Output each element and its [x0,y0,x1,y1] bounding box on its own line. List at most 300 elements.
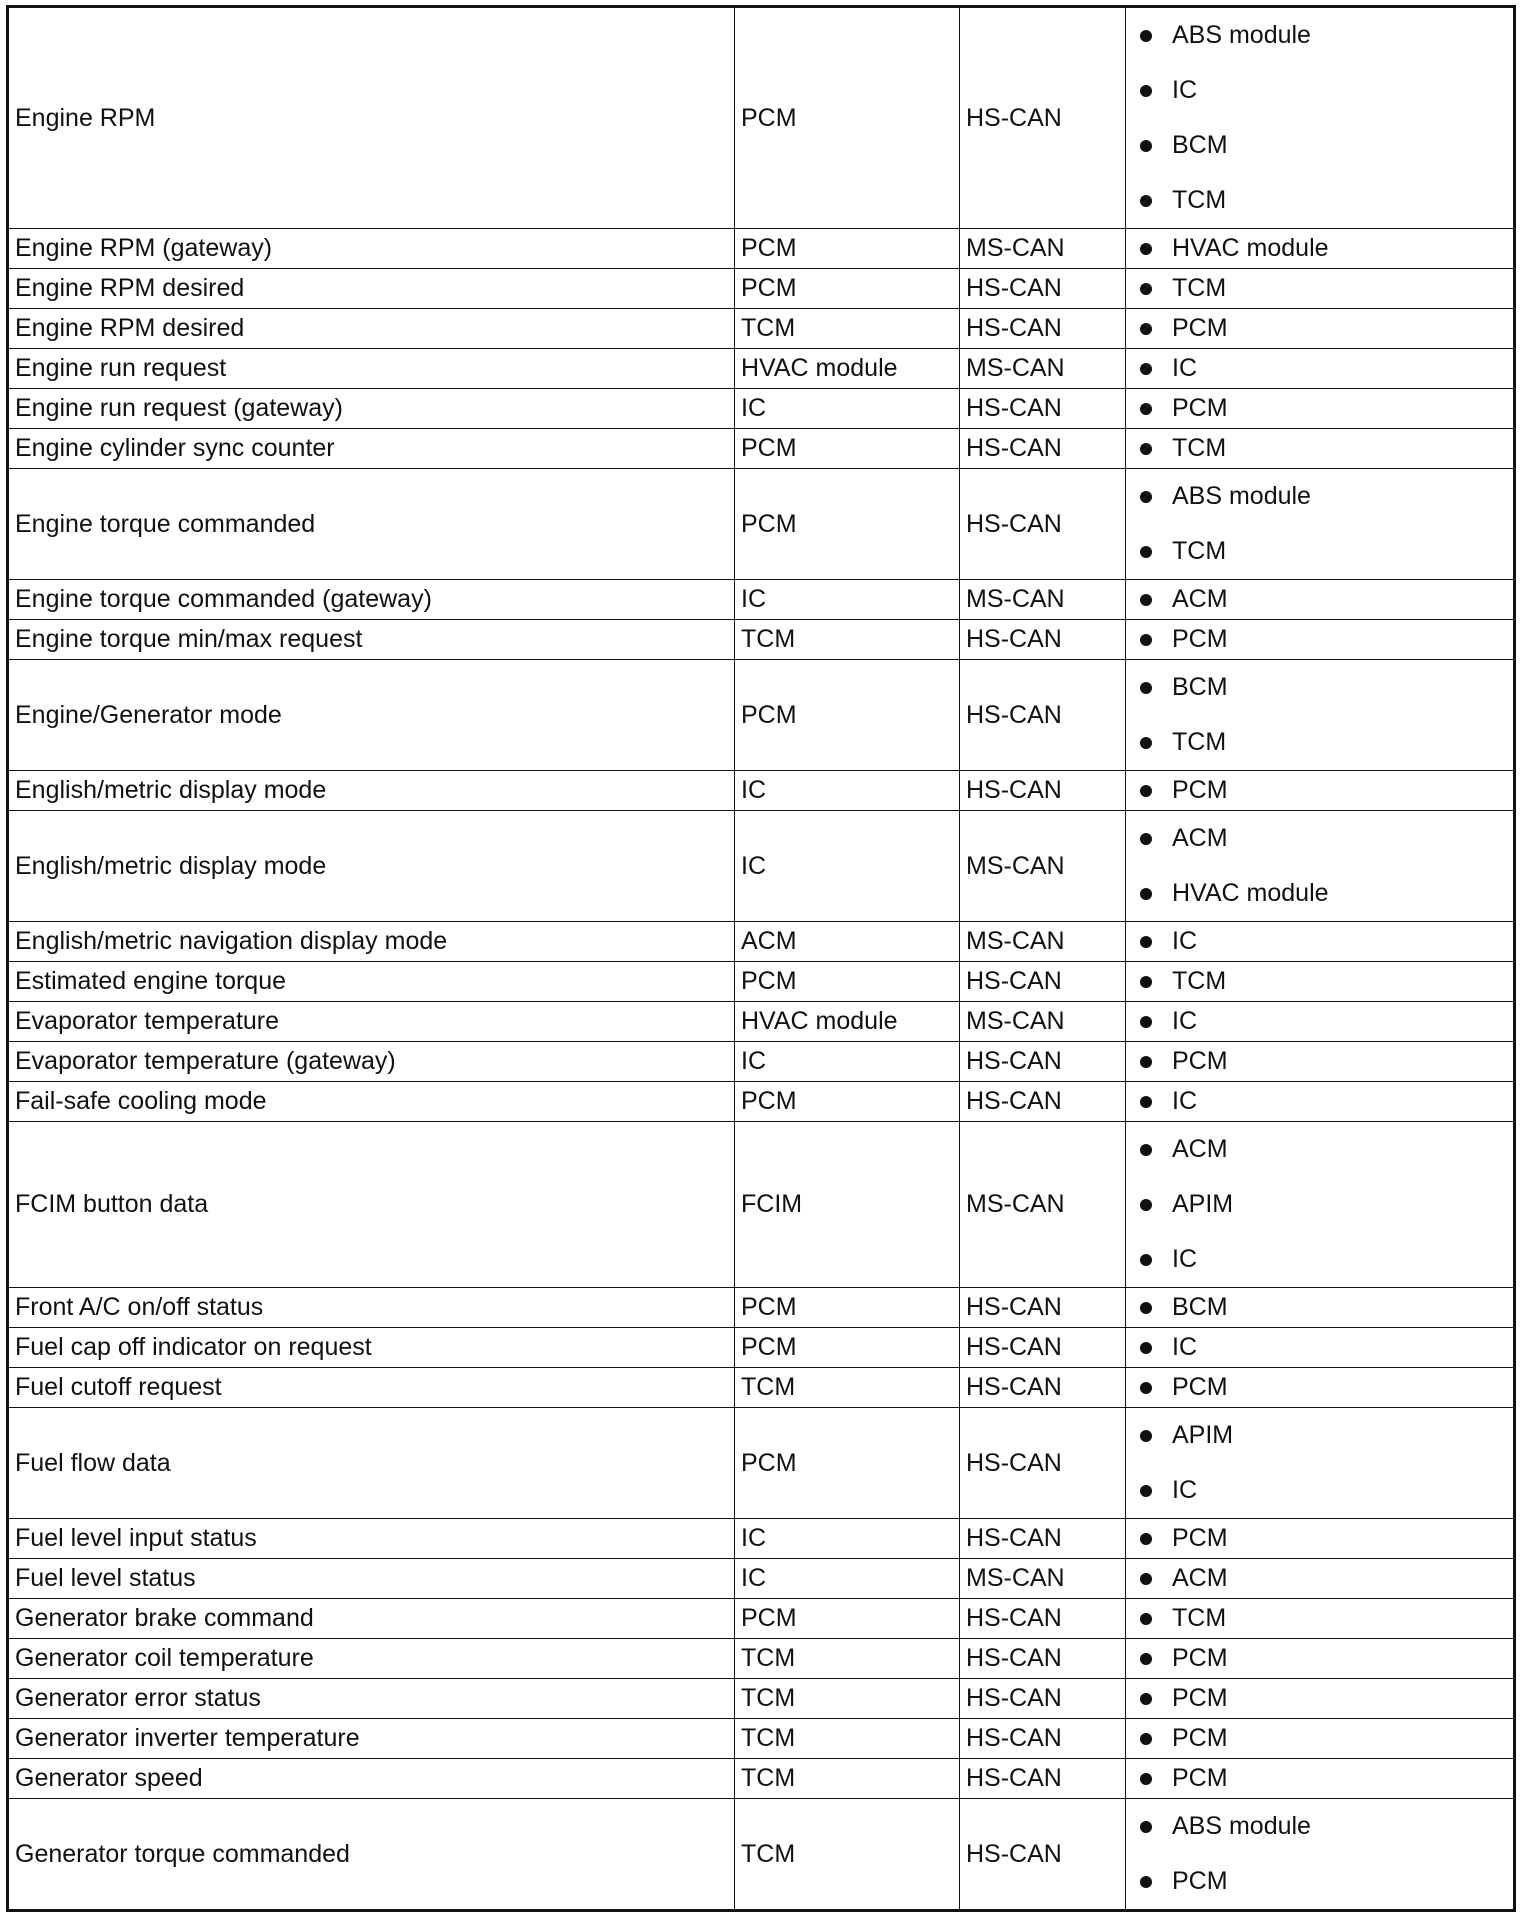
receiver-label: IC [1172,1333,1197,1361]
originator-cell: IC [735,389,960,429]
receiver-label: TCM [1172,1604,1227,1632]
table-row [8,389,1515,429]
receiver-label: ABS module [1172,482,1311,510]
receivers-cell [1126,1328,1515,1368]
receiver-item [1172,1082,1513,1121]
receiver-label: PCM [1172,1724,1228,1752]
receiver-item [1172,1854,1513,1909]
originator-cell: PCM [735,1288,960,1328]
network-cell: HS-CAN [960,1719,1126,1759]
signal-cell: Engine RPM desired [8,269,735,309]
receivers-cell [1126,1408,1515,1519]
receiver-item [1172,1679,1513,1718]
bullet-icon [1140,1096,1152,1108]
receiver-list [1172,229,1513,268]
receiver-item [1172,63,1513,118]
receiver-item [1172,1559,1513,1598]
signal-cell: Engine cylinder sync counter [8,429,735,469]
bullet-icon [1140,1733,1152,1745]
table-row [8,620,1515,660]
table-row [8,1368,1515,1408]
signal-cell: Fuel cutoff request [8,1368,735,1408]
bullet-icon [1140,140,1152,152]
receivers-cell [1126,349,1515,389]
network-cell: HS-CAN [960,1639,1126,1679]
receiver-label: ACM [1172,1135,1228,1163]
network-cell: MS-CAN [960,922,1126,962]
bullet-icon [1140,1056,1152,1068]
network-cell: MS-CAN [960,349,1126,389]
receiver-item [1172,1177,1513,1232]
table-row [8,7,1515,229]
network-cell: HS-CAN [960,660,1126,771]
network-cell: HS-CAN [960,1328,1126,1368]
receiver-label: TCM [1172,434,1227,462]
bullet-icon [1140,1693,1152,1705]
receiver-item [1172,1408,1513,1463]
bullet-icon [1140,195,1152,207]
receiver-item [1172,866,1513,921]
receiver-list [1172,1002,1513,1041]
receiver-label: TCM [1172,728,1227,756]
bullet-icon [1140,30,1152,42]
bullet-icon [1140,1876,1152,1888]
receiver-list [1172,1639,1513,1678]
receiver-label: HVAC module [1172,879,1329,907]
bullet-icon [1140,888,1152,900]
receiver-list [1172,1368,1513,1407]
signal-cell: Generator inverter temperature [8,1719,735,1759]
originator-cell: TCM [735,309,960,349]
originator-cell: PCM [735,1408,960,1519]
originator-cell: PCM [735,660,960,771]
bullet-icon [1140,737,1152,749]
network-cell: HS-CAN [960,7,1126,229]
receiver-list [1172,349,1513,388]
bullet-icon [1140,936,1152,948]
receiver-list [1172,922,1513,961]
receiver-list [1172,1082,1513,1121]
signal-cell: Fail-safe cooling mode [8,1082,735,1122]
receiver-label: IC [1172,1087,1197,1115]
signal-cell: Estimated engine torque [8,962,735,1002]
receiver-list [1172,1519,1513,1558]
receiver-list [1172,771,1513,810]
signal-cell: Generator speed [8,1759,735,1799]
receiver-item [1172,660,1513,715]
receiver-item [1172,1368,1513,1407]
originator-cell: IC [735,1559,960,1599]
receiver-label: BCM [1172,1293,1228,1321]
bullet-icon [1140,1573,1152,1585]
bullet-icon [1140,1653,1152,1665]
bullet-icon [1140,976,1152,988]
originator-cell: IC [735,811,960,922]
receiver-item [1172,1122,1513,1177]
receiver-item [1172,1719,1513,1758]
network-cell: HS-CAN [960,962,1126,1002]
receiver-list [1172,309,1513,348]
bullet-icon [1140,323,1152,335]
receiver-item [1172,389,1513,428]
originator-cell: FCIM [735,1122,960,1288]
receiver-list [1172,1328,1513,1367]
network-cell: HS-CAN [960,1519,1126,1559]
signal-cell: Fuel cap off indicator on request [8,1328,735,1368]
receivers-cell [1126,309,1515,349]
originator-cell: PCM [735,962,960,1002]
network-message-table [6,5,1516,1912]
receiver-item [1172,1328,1513,1367]
signal-cell: Engine run request (gateway) [8,389,735,429]
network-cell: HS-CAN [960,269,1126,309]
bullet-icon [1140,1613,1152,1625]
receivers-cell [1126,1002,1515,1042]
network-cell: HS-CAN [960,1082,1126,1122]
receiver-list [1172,8,1513,228]
receiver-label: PCM [1172,1524,1228,1552]
bullet-icon [1140,363,1152,375]
receiver-item [1172,922,1513,961]
originator-cell: PCM [735,1599,960,1639]
table-row [8,1679,1515,1719]
bullet-icon [1140,1773,1152,1785]
receivers-cell [1126,1559,1515,1599]
bullet-icon [1140,1254,1152,1266]
receiver-item [1172,229,1513,268]
originator-cell: TCM [735,1759,960,1799]
bullet-icon [1140,1821,1152,1833]
bullet-icon [1140,594,1152,606]
table-row [8,1122,1515,1288]
receiver-label: APIM [1172,1421,1234,1449]
bullet-icon [1140,546,1152,558]
receiver-item [1172,269,1513,308]
signal-cell: Evaporator temperature (gateway) [8,1042,735,1082]
receiver-label: ACM [1172,1564,1228,1592]
table-row [8,811,1515,922]
receiver-label: ACM [1172,824,1228,852]
receiver-item [1172,620,1513,659]
receivers-cell [1126,620,1515,660]
receiver-label: IC [1172,1245,1197,1273]
receiver-label: IC [1172,354,1197,382]
table-row [8,1082,1515,1122]
network-cell: MS-CAN [960,1122,1126,1288]
receiver-label: HVAC module [1172,234,1329,262]
originator-cell: TCM [735,1799,960,1911]
network-cell: HS-CAN [960,389,1126,429]
receiver-label: PCM [1172,1373,1228,1401]
bullet-icon [1140,1199,1152,1211]
originator-cell: TCM [735,1639,960,1679]
receiver-label: IC [1172,76,1197,104]
bullet-icon [1140,1016,1152,1028]
bullet-icon [1140,1533,1152,1545]
receiver-list [1172,1759,1513,1798]
originator-cell: HVAC module [735,349,960,389]
network-cell: HS-CAN [960,1759,1126,1799]
table-row [8,429,1515,469]
originator-cell: PCM [735,1082,960,1122]
bullet-icon [1140,283,1152,295]
table-row [8,1799,1515,1911]
signal-cell: Generator torque commanded [8,1799,735,1911]
originator-cell: TCM [735,1368,960,1408]
receiver-list [1172,1042,1513,1081]
receiver-item [1172,1042,1513,1081]
network-message-table-container [6,5,1513,1912]
receivers-cell [1126,1759,1515,1799]
signal-cell: Front A/C on/off status [8,1288,735,1328]
receivers-cell [1126,771,1515,811]
receiver-label: PCM [1172,1644,1228,1672]
receivers-cell [1126,1122,1515,1288]
table-row [8,269,1515,309]
signal-cell: Generator coil temperature [8,1639,735,1679]
originator-cell: PCM [735,429,960,469]
network-cell: HS-CAN [960,469,1126,580]
receiver-list [1172,1408,1513,1518]
receiver-list [1172,962,1513,1001]
signal-cell: Fuel level input status [8,1519,735,1559]
receiver-label: PCM [1172,625,1228,653]
receiver-item [1172,811,1513,866]
receivers-cell [1126,269,1515,309]
receiver-item [1172,962,1513,1001]
receiver-label: ABS module [1172,21,1311,49]
receiver-label: BCM [1172,673,1228,701]
receivers-cell [1126,1639,1515,1679]
receiver-label: IC [1172,1476,1197,1504]
receiver-item [1172,1759,1513,1798]
signal-cell: Engine RPM (gateway) [8,229,735,269]
receiver-label: TCM [1172,537,1227,565]
receiver-list [1172,1719,1513,1758]
originator-cell: PCM [735,469,960,580]
receiver-list [1172,1679,1513,1718]
table-row [8,1639,1515,1679]
table-body [8,7,1515,1911]
receiver-list [1172,620,1513,659]
receiver-list [1172,469,1513,579]
receiver-item [1172,771,1513,810]
receiver-item [1172,1002,1513,1041]
originator-cell: ACM [735,922,960,962]
network-cell: HS-CAN [960,1368,1126,1408]
receiver-label: APIM [1172,1190,1234,1218]
receiver-label: BCM [1172,131,1228,159]
bullet-icon [1140,443,1152,455]
receiver-item [1172,349,1513,388]
receiver-item [1172,309,1513,348]
receivers-cell [1126,229,1515,269]
table-row [8,1719,1515,1759]
receivers-cell [1126,389,1515,429]
originator-cell: IC [735,771,960,811]
network-cell: HS-CAN [960,1599,1126,1639]
network-cell: MS-CAN [960,580,1126,620]
receiver-list [1172,389,1513,428]
signal-cell: FCIM button data [8,1122,735,1288]
network-cell: HS-CAN [960,771,1126,811]
table-row [8,1328,1515,1368]
receiver-item [1172,580,1513,619]
receivers-cell [1126,1519,1515,1559]
network-cell: MS-CAN [960,229,1126,269]
network-cell: HS-CAN [960,620,1126,660]
signal-cell: Fuel level status [8,1559,735,1599]
receiver-list [1172,1799,1513,1909]
receiver-item [1172,118,1513,173]
table-row [8,1759,1515,1799]
receiver-label: PCM [1172,1764,1228,1792]
receivers-cell [1126,962,1515,1002]
network-cell: HS-CAN [960,309,1126,349]
receivers-cell [1126,7,1515,229]
bullet-icon [1140,1302,1152,1314]
originator-cell: TCM [735,620,960,660]
receivers-cell [1126,1799,1515,1911]
bullet-icon [1140,1342,1152,1354]
receiver-label: IC [1172,1007,1197,1035]
signal-cell: Engine torque commanded [8,469,735,580]
receiver-item [1172,1232,1513,1287]
table-row [8,1042,1515,1082]
originator-cell: IC [735,1519,960,1559]
signal-cell: Engine torque min/max request [8,620,735,660]
bullet-icon [1140,634,1152,646]
receiver-item [1172,715,1513,770]
receiver-label: IC [1172,927,1197,955]
signal-cell: Generator error status [8,1679,735,1719]
table-row [8,1002,1515,1042]
table-row [8,771,1515,811]
receiver-label: PCM [1172,776,1228,804]
receivers-cell [1126,1082,1515,1122]
receiver-item [1172,524,1513,579]
receivers-cell [1126,580,1515,620]
bullet-icon [1140,491,1152,503]
originator-cell: PCM [735,1328,960,1368]
signal-cell: Engine torque commanded (gateway) [8,580,735,620]
table-row [8,309,1515,349]
originator-cell: IC [735,580,960,620]
receivers-cell [1126,1288,1515,1328]
receiver-list [1172,429,1513,468]
receiver-item [1172,173,1513,228]
originator-cell: TCM [735,1679,960,1719]
signal-cell: Engine run request [8,349,735,389]
receiver-list [1172,1599,1513,1638]
signal-cell: Engine RPM [8,7,735,229]
receiver-label: PCM [1172,394,1228,422]
receiver-label: ABS module [1172,1812,1311,1840]
receiver-item [1172,1519,1513,1558]
receiver-label: PCM [1172,1047,1228,1075]
network-cell: MS-CAN [960,1559,1126,1599]
signal-cell: Engine RPM desired [8,309,735,349]
receiver-label: TCM [1172,967,1227,995]
bullet-icon [1140,833,1152,845]
bullet-icon [1140,85,1152,97]
originator-cell: PCM [735,269,960,309]
receiver-item [1172,429,1513,468]
bullet-icon [1140,1430,1152,1442]
bullet-icon [1140,1382,1152,1394]
network-cell: MS-CAN [960,1002,1126,1042]
receiver-list [1172,1559,1513,1598]
originator-cell: PCM [735,7,960,229]
receiver-label: ACM [1172,585,1228,613]
receiver-label: TCM [1172,186,1227,214]
receiver-list [1172,580,1513,619]
bullet-icon [1140,243,1152,255]
network-cell: HS-CAN [960,1288,1126,1328]
receiver-item [1172,1599,1513,1638]
receivers-cell [1126,1599,1515,1639]
receiver-item [1172,1639,1513,1678]
receivers-cell [1126,922,1515,962]
signal-cell: English/metric display mode [8,811,735,922]
network-cell: HS-CAN [960,1408,1126,1519]
network-cell: HS-CAN [960,1679,1126,1719]
network-cell: HS-CAN [960,1799,1126,1911]
receivers-cell [1126,1719,1515,1759]
receiver-item [1172,469,1513,524]
signal-cell: English/metric display mode [8,771,735,811]
bullet-icon [1140,1485,1152,1497]
table-row [8,229,1515,269]
signal-cell: Fuel flow data [8,1408,735,1519]
receiver-list [1172,660,1513,770]
receivers-cell [1126,811,1515,922]
originator-cell: TCM [735,1719,960,1759]
receiver-item [1172,1463,1513,1518]
receiver-list [1172,269,1513,308]
table-row [8,660,1515,771]
receiver-list [1172,1122,1513,1287]
table-row [8,1519,1515,1559]
originator-cell: PCM [735,229,960,269]
table-row [8,1599,1515,1639]
receiver-item [1172,1799,1513,1854]
network-cell: HS-CAN [960,1042,1126,1082]
table-row [8,1559,1515,1599]
receiver-label: TCM [1172,274,1227,302]
table-row [8,469,1515,580]
receiver-item [1172,1288,1513,1327]
bullet-icon [1140,682,1152,694]
table-row [8,1408,1515,1519]
receivers-cell [1126,429,1515,469]
receiver-label: PCM [1172,1867,1228,1895]
receivers-cell [1126,1042,1515,1082]
table-row [8,962,1515,1002]
originator-cell: HVAC module [735,1002,960,1042]
bullet-icon [1140,1144,1152,1156]
signal-cell: Generator brake command [8,1599,735,1639]
receiver-list [1172,811,1513,921]
table-row [8,349,1515,389]
receivers-cell [1126,1679,1515,1719]
receivers-cell [1126,1368,1515,1408]
receiver-list [1172,1288,1513,1327]
originator-cell: IC [735,1042,960,1082]
signal-cell: Engine/Generator mode [8,660,735,771]
bullet-icon [1140,785,1152,797]
receivers-cell [1126,660,1515,771]
